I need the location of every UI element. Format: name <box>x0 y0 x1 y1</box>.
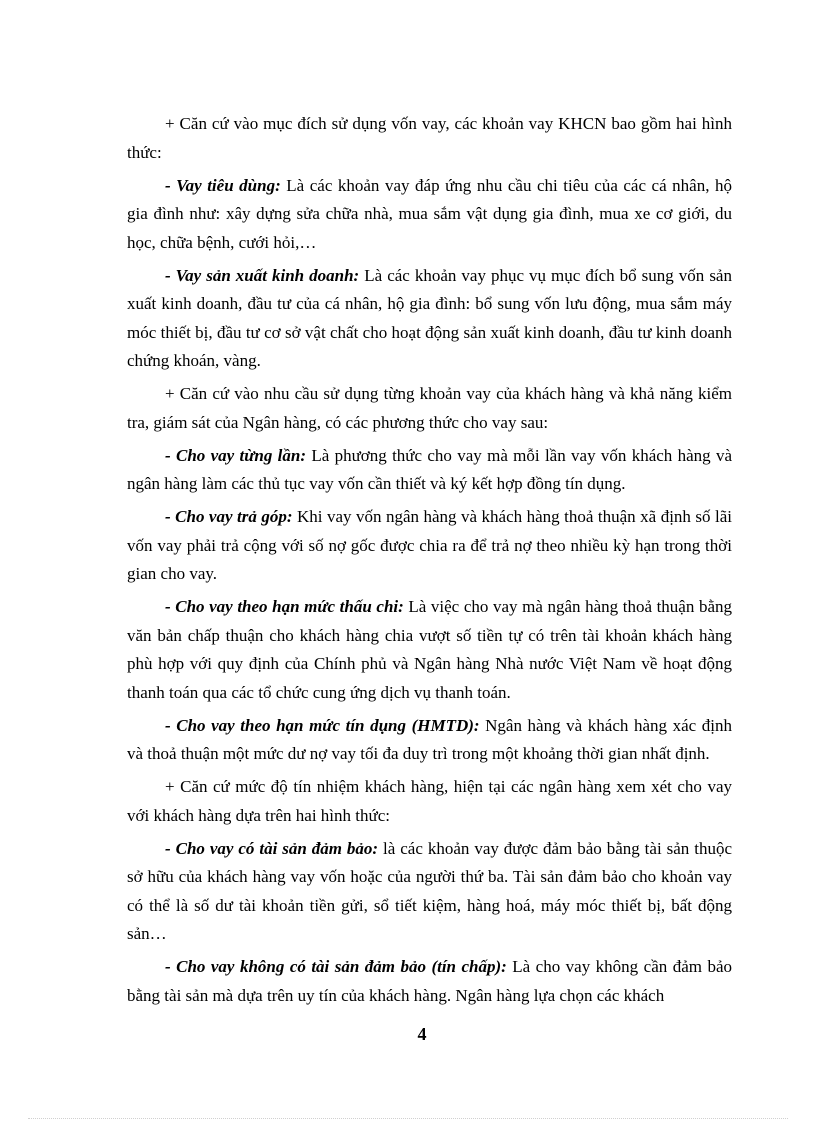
paragraph-unsecured-loan <box>127 953 732 1010</box>
paragraph-overdraft-loan <box>127 593 732 707</box>
paragraph-secured-loan <box>127 835 732 949</box>
paragraph-text: Là việc cho vay mà ngân hàng thoả thuận bằng văn bản chấp thuận cho khách hàng chia vượt số tiền tự có trên tài khoản khách hàng phù hợp với quy định của Chính phủ và Ngân hàng Nhà nước Việt Nam về hoạt động thanh toán qua các tổ chức cung ứng dịch vụ thanh toán. <box>127 597 732 702</box>
page-number: 4 <box>417 1024 427 1044</box>
paragraph-text: Là các khoản vay đáp ứng nhu cầu chi tiêu của các cá nhân, hộ gia đình như: xây dựng sửa chữa nhà, mua sắm vật dụng gia đình, mua xe cơ giới, du học, chữa bệnh, cưới hỏi,… <box>127 175 732 252</box>
paragraph-term: - Cho vay không có tài sản đảm bảo (tín chấp): <box>165 957 507 976</box>
paragraph-term: - Vay sản xuất kinh doanh: <box>165 265 360 285</box>
paragraph-term: - Cho vay trả góp: <box>165 507 293 526</box>
paragraph-term: - Vay tiêu dùng: <box>165 175 281 195</box>
paragraph-text: Ngân hàng và khách hàng xác định và thoả thuận một mức dư nợ vay tối đa duy trì trong một khoảng thời gian nhất định. <box>127 715 732 763</box>
paragraph-text: + Căn cứ vào nhu cầu sử dụng từng khoản vay của khách hàng và khả năng kiểm tra, giám sát của Ngân hàng, có các phương thức cho vay sau: <box>127 384 732 432</box>
paragraph-credit-limit-loan <box>127 712 732 769</box>
paragraph-text: + Căn cứ vào mục đích sử dụng vốn vay, các khoản vay KHCN bao gồm hai hình thức: <box>127 114 732 162</box>
paragraph-term: - Cho vay có tài sản đảm bảo: <box>165 838 379 858</box>
paragraph-text: Là các khoản vay phục vụ mục đích bổ sung vốn sản xuất kinh doanh, đầu tư của cá nhân, hộ gia đình: bổ sung vốn lưu động, mua sắm máy móc thiết bị, đầu tư cơ sở vật chất cho hoạt động sản xuất kinh doanh, đầu tư kinh doanh chứng khoán, vàng. <box>127 265 732 370</box>
paragraph-loan-method-intro <box>127 380 732 437</box>
paragraph-installment-loan <box>127 503 732 589</box>
document-body <box>127 110 732 1015</box>
paragraph-loan-purpose-intro <box>127 110 732 167</box>
paragraph-single-loan <box>127 442 732 499</box>
page-bottom-divider <box>28 1118 788 1119</box>
paragraph-term: - Cho vay theo hạn mức tín dụng (HMTD): <box>165 715 480 735</box>
paragraph-term: - Cho vay theo hạn mức thấu chi: <box>165 597 404 616</box>
paragraph-consumer-loan <box>127 172 732 258</box>
paragraph-term: - Cho vay từng lần: <box>165 445 307 465</box>
paragraph-text: là các khoản vay được đảm bảo bằng tài sản thuộc sở hữu của khách hàng vay vốn hoặc của người thứ ba. Tài sản đảm bảo cho khoản vay có thể là số dư tài khoản tiền gửi, sổ tiết kiệm, hàng hoá, máy móc thiết bị, bất động sản… <box>127 838 732 943</box>
paragraph-business-loan <box>127 262 732 376</box>
paragraph-text: Là phương thức cho vay mà mỗi lần vay vốn khách hàng và ngân hàng làm các thủ tục vay vốn cần thiết và ký kết hợp đồng tín dụng. <box>127 445 733 493</box>
paragraph-text: + Căn cứ mức độ tín nhiệm khách hàng, hiện tại các ngân hàng xem xét cho vay với khách hàng dựa trên hai hình thức: <box>127 777 732 825</box>
paragraph-credit-rating-intro <box>127 773 732 830</box>
paragraph-text: Khi vay vốn ngân hàng và khách hàng thoả thuận xã định số lãi vốn vay phải trả cộng với số nợ gốc được chia ra để trả nợ theo nhiều kỳ hạn trong thời gian cho vay. <box>127 507 732 583</box>
paragraph-text: Là cho vay không cần đảm bảo bằng tài sản mà dựa trên uy tín của khách hàng. Ngân hàng lựa chọn các khách <box>127 957 732 1005</box>
